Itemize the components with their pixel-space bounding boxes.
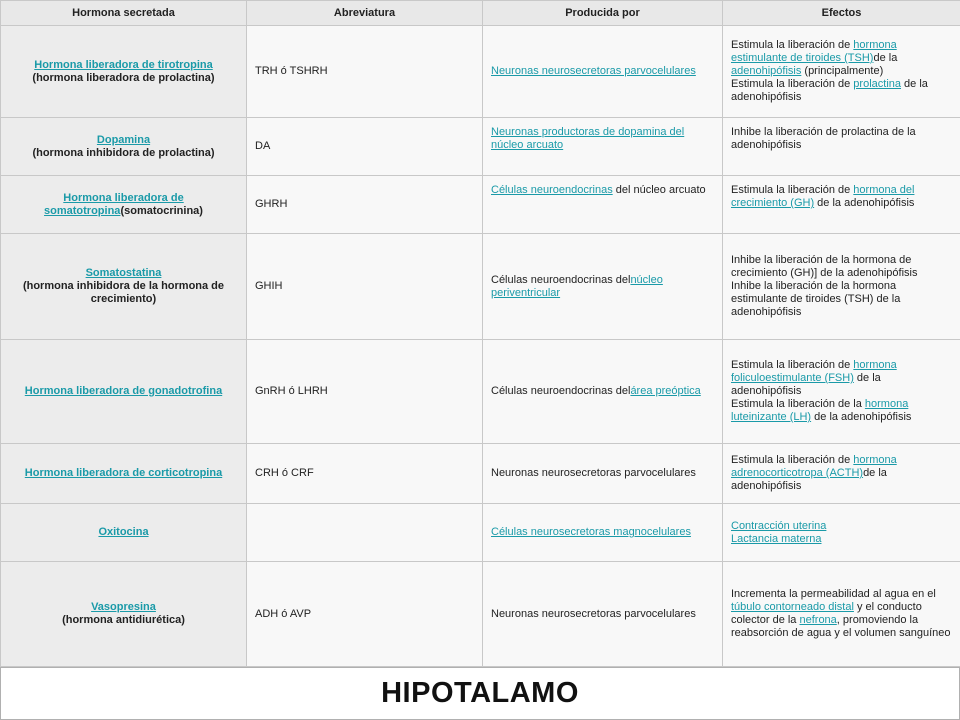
link[interactable]: hormona del crecimiento (GH) [731,184,915,209]
text-segment: Estimula la liberación de [731,39,854,51]
hormone-link[interactable]: Hormona liberadora de somatotropina [44,191,184,217]
link[interactable]: hormona foliculoestimulante (FSH) [731,359,897,384]
text-segment: de la [873,52,898,64]
cell-produced-by [483,504,723,562]
cell-effects [723,118,960,176]
cell-hormone-name [1,26,247,118]
link[interactable]: adenohipófisis [731,65,802,77]
link[interactable]: Neuronas neurosecretoras parvocelulares [491,65,696,77]
link[interactable]: hormona adrenocorticotropa (ACTH) [731,454,897,479]
link[interactable]: Células neuroendocrinas [491,184,613,196]
text-segment: Estimula la liberación de [731,359,854,371]
cell-hormone-name [1,234,247,340]
header-producida: Producida por [483,1,723,26]
cell-abbreviation: GnRH ó LHRH [247,340,483,444]
cell-abbreviation: GHRH [247,176,483,234]
hormone-alt-name: (hormona antidiurética) [62,614,185,626]
cell-hormone-name [1,444,247,504]
text-segment: Células neuroendocrinas del [491,385,631,397]
text-segment: Estimula la liberación de [731,184,854,196]
text-segment: de la adenohipófisis [731,78,928,103]
hormone-link[interactable]: Vasopresina [91,601,156,613]
cell-produced-by [483,26,723,118]
hormone-link[interactable]: Hormona liberadora de tirotropina [34,58,213,71]
cell-effects [723,234,960,340]
table-header-row [1,1,960,26]
link[interactable]: prolactina [853,78,901,90]
text-segment: (principalmente) [801,65,884,77]
page-title: HIPOTALAMO [381,677,579,709]
cell-produced-by [483,340,723,444]
title-bar [0,667,960,720]
table-row [1,176,960,234]
cell-produced-by [483,176,723,234]
hormone-alt-name: (hormona inhibidora de la hormona de crecimiento) [22,280,225,305]
cell-effects [723,26,960,118]
hormone-alt-name: (hormona liberadora de prolactina) [32,71,215,84]
cell-effects [723,176,960,234]
cell-abbreviation [247,504,483,562]
hormone-alt-name: (somatocrinina) [120,204,203,217]
table-row [1,562,960,667]
hormone-link[interactable]: Hormona liberadora de gonadotrofina [24,385,223,397]
link[interactable]: Lactancia materna [731,532,822,545]
cell-hormone-name [1,340,247,444]
link[interactable]: hormona estimulante de tiroides (TSH) [731,39,897,64]
cell-produced-by [483,444,723,504]
text-segment: Estimula la liberación de la [731,398,865,410]
text-segment: del núcleo arcuato [612,184,706,196]
cell-hormone-name [1,176,247,234]
link[interactable]: núcleo periventricular [491,273,663,299]
table-row [1,444,960,504]
text-segment: de la adenohipófisis [731,372,881,397]
cell-hormone-name [1,504,247,562]
cell-abbreviation: DA [247,118,483,176]
link[interactable]: Contracción uterina [731,519,827,532]
text-segment: Incrementa la permeabilidad al agua en el [731,588,936,600]
cell-effects [723,444,960,504]
header-efectos: Efectos [723,1,960,26]
text-segment: y el conducto colector de la [731,601,922,626]
text-segment: de la adenohipófisis [814,197,915,209]
text-segment: , promoviendo la reabsorción de agua y el volumen sanguíneo [731,614,951,639]
text-segment: Neuronas neurosecretoras parvocelulares [491,467,696,479]
cell-hormone-name [1,562,247,667]
text-segment: Estimula la liberación de [731,78,854,90]
hormone-link[interactable]: Somatostatina [85,267,162,279]
cell-abbreviation: CRH ó CRF [247,444,483,504]
hormone-link[interactable]: Hormona liberadora de corticotropina [24,467,223,479]
header-hormona: Hormona secretada [1,1,247,26]
link[interactable]: nefrona [799,614,837,626]
hormone-alt-name: (hormona inhibidora de prolactina) [32,146,215,159]
text-segment: Estimula la liberación de [731,454,854,466]
link[interactable]: túbulo contorneado distal [731,601,854,613]
cell-produced-by [483,118,723,176]
hormone-link[interactable]: Dopamina [96,133,151,146]
table-row [1,118,960,176]
text-segment: Células neuroendocrinas del [491,273,631,286]
table-row [1,26,960,118]
text-segment: de la adenohipófisis [811,411,912,423]
cell-produced-by [483,562,723,667]
text-segment: Inhibe la liberación de la hormona estimulante de tiroides (TSH) de la adenohipófisis [731,280,901,318]
link[interactable]: hormona luteinizante (LH) [731,398,909,423]
cell-effects [723,340,960,444]
table-row [1,234,960,340]
cell-effects [723,562,960,667]
cell-abbreviation: TRH ó TSHRH [247,26,483,118]
link[interactable]: Neuronas productoras de dopamina del núcleo arcuato [491,126,685,151]
cell-hormone-name [1,118,247,176]
header-abreviatura: Abreviatura [247,1,483,26]
hormone-link[interactable]: Oxitocina [98,526,149,538]
link[interactable]: Células neurosecretoras magnocelulares [491,526,691,538]
link[interactable]: área preóptica [630,385,701,397]
cell-abbreviation: ADH ó AVP [247,562,483,667]
cell-produced-by [483,234,723,340]
table-row [1,340,960,444]
cell-effects [723,504,960,562]
text-segment: Neuronas neurosecretoras parvocelulares [491,607,696,620]
text-segment: Inhibe la liberación de prolactina de la adenohipófisis [731,126,916,151]
text-segment: de la adenohipófisis [731,467,887,492]
text-segment: Inhibe la liberación de la hormona de crecimiento (GH)] de la adenohipófisis [731,254,918,279]
table-row [1,504,960,562]
cell-abbreviation: GHIH [247,234,483,340]
